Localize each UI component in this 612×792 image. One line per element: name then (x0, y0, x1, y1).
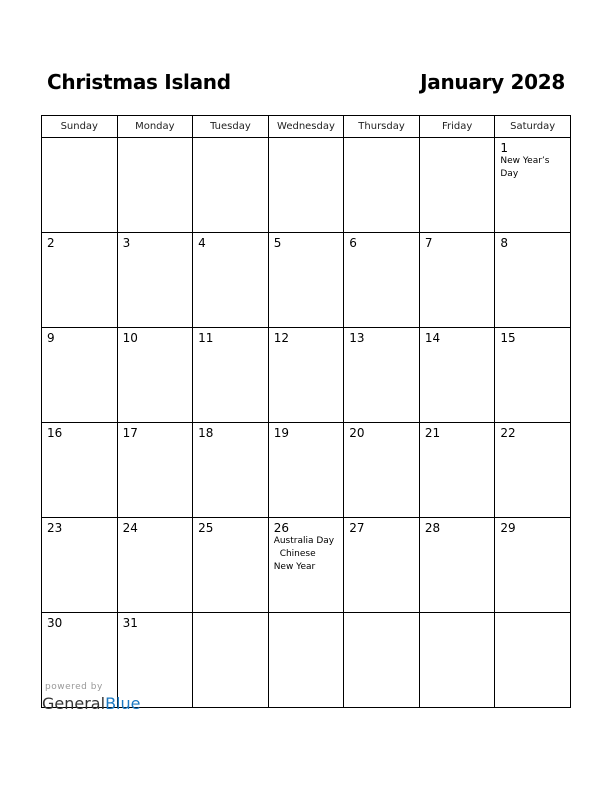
day-number: 10 (122, 331, 138, 345)
day-number: 20 (349, 426, 365, 440)
calendar-month-title: January 2028 (420, 70, 565, 94)
day-cell (419, 233, 495, 328)
logo-general-text: General (42, 694, 106, 713)
weekday-thursday: Thursday (344, 116, 420, 138)
day-cell (117, 233, 193, 328)
day-cell (419, 328, 495, 423)
calendar-grid (41, 115, 571, 708)
holiday-label: Day (500, 169, 519, 179)
day-cell (344, 233, 420, 328)
day-cell (117, 423, 193, 518)
day-cell (419, 423, 495, 518)
day-number: 31 (122, 616, 138, 630)
day-cell (268, 233, 344, 328)
day-cell (193, 518, 269, 613)
day-cell (268, 518, 344, 613)
day-cell (268, 138, 344, 233)
day-number: 7 (424, 236, 433, 250)
day-cell (193, 613, 269, 708)
day-cell (42, 518, 118, 613)
day-cell (419, 138, 495, 233)
day-cell (193, 423, 269, 518)
day-number: 6 (349, 236, 357, 250)
powered-by-text: powered by (45, 682, 103, 692)
week-row-4 (42, 423, 571, 518)
logo-blue-text: Blue (105, 694, 141, 713)
day-cell (495, 423, 571, 518)
day-cell (268, 613, 344, 708)
day-cell (419, 613, 495, 708)
day-number: 29 (500, 521, 516, 535)
weekday-sunday: Sunday (42, 116, 118, 138)
day-cell (495, 138, 571, 233)
day-number: 3 (122, 236, 131, 250)
day-cell (344, 328, 420, 423)
day-cell (193, 233, 269, 328)
holiday-label: New Year (273, 562, 316, 572)
day-cell (42, 138, 118, 233)
day-number: 24 (122, 521, 138, 535)
day-cell (42, 328, 118, 423)
day-cell (117, 518, 193, 613)
day-number: 2 (47, 236, 55, 250)
day-number: 4 (198, 236, 206, 250)
week-row-1 (42, 138, 571, 233)
day-number: 25 (198, 521, 214, 535)
day-number: 9 (47, 331, 55, 345)
day-number: 15 (500, 331, 516, 345)
day-number: 18 (198, 426, 214, 440)
day-cell (193, 328, 269, 423)
day-number: 21 (424, 426, 441, 440)
day-number: 22 (500, 426, 516, 440)
weekday-wednesday: Wednesday (268, 116, 344, 138)
day-number: 30 (47, 616, 63, 630)
day-number: 1 (500, 141, 509, 155)
holiday-label: Australia Day (273, 536, 335, 546)
holiday-label: New Year’s (500, 156, 550, 166)
day-number: 13 (349, 331, 365, 345)
day-number: 23 (47, 521, 63, 535)
day-cell (268, 328, 344, 423)
day-cell (344, 423, 420, 518)
day-cell (117, 138, 193, 233)
weekday-monday: Monday (117, 116, 193, 138)
day-number: 28 (424, 521, 441, 535)
day-cell (419, 518, 495, 613)
week-row-5 (42, 518, 571, 613)
day-number: 12 (273, 331, 289, 345)
day-cell (495, 233, 571, 328)
weekday-tuesday: Tuesday (193, 116, 269, 138)
holiday-label: Chinese (279, 549, 316, 559)
day-cell (42, 233, 118, 328)
day-number: 5 (273, 236, 282, 250)
weekday-saturday: Saturday (495, 116, 571, 138)
day-number: 8 (500, 236, 509, 250)
brand-footer (42, 682, 140, 713)
day-cell (495, 518, 571, 613)
day-cell (344, 518, 420, 613)
day-cell (42, 423, 118, 518)
day-cell (268, 423, 344, 518)
day-number: 11 (198, 331, 214, 345)
day-number: 16 (47, 426, 63, 440)
day-number: 17 (122, 426, 138, 440)
weekday-friday: Friday (419, 116, 495, 138)
generalblue-logo[interactable] (42, 694, 140, 713)
week-row-3 (42, 328, 571, 423)
day-cell (495, 328, 571, 423)
day-cell (344, 138, 420, 233)
day-cell (495, 613, 571, 708)
calendar-region-title: Christmas Island (47, 70, 231, 94)
weekday-header-row (42, 116, 571, 138)
day-cell (117, 328, 193, 423)
day-number: 27 (349, 521, 365, 535)
day-cell (193, 138, 269, 233)
day-cell (344, 613, 420, 708)
day-number: 19 (273, 426, 289, 440)
day-number: 14 (424, 331, 441, 345)
day-number: 26 (273, 521, 289, 535)
week-row-2 (42, 233, 571, 328)
